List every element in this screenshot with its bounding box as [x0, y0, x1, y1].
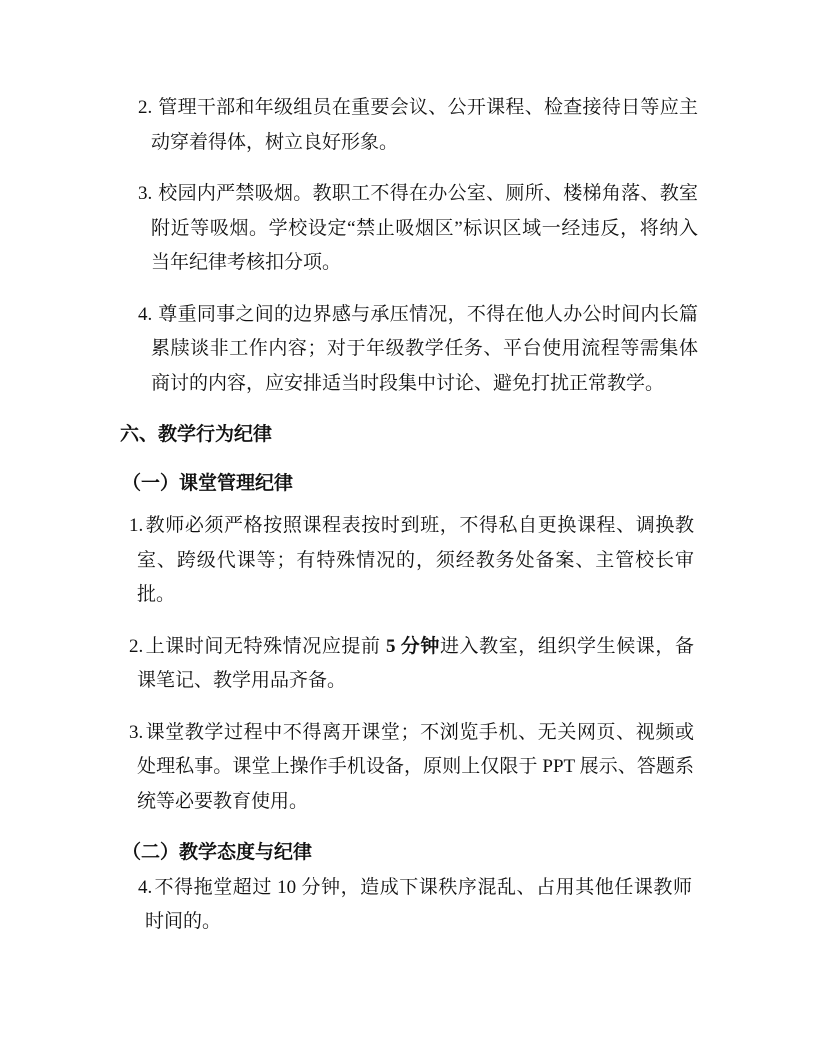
list-item-text: 教师必须严格按照课程表按时到班，不得私自更换课程、调换教室、跨级代课等；有特殊情况的，须经教务处备案、主管校长审批。 [137, 515, 694, 605]
list-item-number: 2. [129, 635, 144, 657]
list-item-4 [138, 298, 698, 402]
list-item-1 [129, 509, 694, 613]
list-general-discipline [120, 91, 698, 401]
list-item-number: 3. [129, 721, 144, 743]
list-item-number: 2. [138, 97, 153, 118]
list-item-text: 尊重同事之间的边界感与承压情况，不得在他人办公时间内长篇累牍谈非工作内容；对于年级教学任务、平台使用流程等需集体商讨的内容，应安排适当时段集中讨论、避免打扰正常教学。 [151, 303, 698, 394]
list-item-text: 上课时间无特殊情况应提前 5 分钟进入教室，组织学生候课，备课笔记、教学用品齐备。 [137, 635, 694, 691]
list-item-3 [129, 716, 694, 820]
list-item-text: 不得拖堂超过 10 分钟，造成下课秩序混乱、占用其他任课教师时间的。 [145, 876, 692, 932]
list-item-text: 校园内严禁吸烟。教职工不得在办公室、厕所、楼梯角落、教室附近等吸烟。学校设定“禁止吸烟区”标识区域一经违反，将纳入当年纪律考核扣分项。 [151, 183, 698, 273]
subsection-heading-teaching-attitude: （二）教学态度与纪律 [122, 842, 313, 863]
list-item-3 [138, 177, 698, 281]
section-heading-teaching-discipline: 六、教学行为纪律 [120, 424, 273, 445]
list-item-number: 4. [138, 876, 153, 898]
list-item-2 [138, 91, 698, 160]
list-item-text: 管理干部和年级组员在重要会议、公开课程、检查接待日等应主动穿着得体，树立良好形象。 [151, 97, 698, 153]
list-item-number: 1. [129, 515, 144, 536]
list-item-number: 3. [138, 183, 153, 204]
subsection-heading-classroom-management: （一）课堂管理纪律 [122, 473, 294, 494]
list-item-4 [138, 871, 692, 940]
list-item-2 [129, 630, 694, 699]
list-item-text: 课堂教学过程中不得离开课堂；不浏览手机、无关网页、视频或处理私事。课堂上操作手机设备，原则上仅限于 PPT 展示、答题系统等必要教育使用。 [137, 721, 694, 812]
list-classroom-management [120, 509, 694, 819]
list-item-number: 4. [138, 303, 153, 325]
list-teaching-attitude [120, 871, 692, 940]
